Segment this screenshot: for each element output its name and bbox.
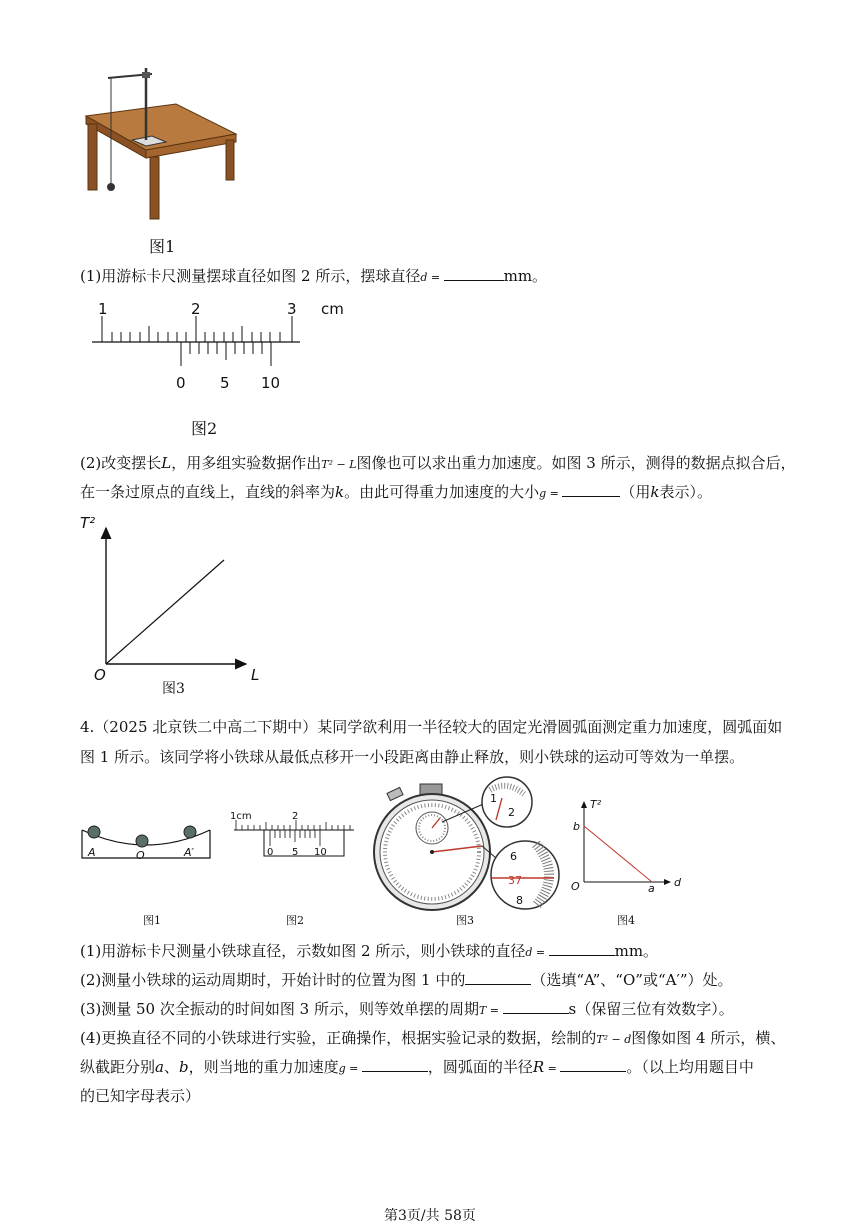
q1-text: (1)用游标卡尺测量摆球直径如图 2 所示，摆球直径d = mm。 (80, 267, 548, 285)
caliper-main-label-2: 2 (191, 300, 201, 318)
caliper-unit-label: cm (321, 300, 344, 318)
arc-label-a-prime: A′ (184, 846, 195, 859)
fig1-caption: 图1 (149, 237, 176, 256)
inset-top-label-1: 1 (490, 792, 497, 805)
caliper-main-label-1: 1 (98, 300, 108, 318)
q4-sub1: (1)用游标卡尺测量小铁球直径，示数如图 2 所示，则小铁球的直径d = mm。 (80, 942, 659, 960)
page-number: 第3页/共 58页 (384, 1208, 476, 1224)
q4-fig1-caption: 图1 (143, 914, 161, 927)
t2-l-fit-line (106, 560, 224, 664)
t2-l-graph (80, 514, 276, 689)
caliper-vernier-label-0: 0 (176, 374, 186, 392)
q4-sub4-line2: 纵截距分别a、b，则当地的重力加速度g = ，圆弧面的半径R = 。（以上均用题目中 (80, 1058, 754, 1076)
answer-blank-q4-period[interactable] (503, 999, 569, 1014)
graph4-y-label: T² (590, 798, 602, 811)
inset-bottom-label-6: 6 (510, 850, 517, 863)
t2-d-graph (568, 796, 688, 896)
q4-fig2-caption: 图2 (286, 914, 304, 927)
arc-label-a: A (88, 846, 96, 859)
graph4-y-intercept: b (573, 820, 580, 833)
arc-surface-figure (80, 818, 215, 868)
graph3-origin: O (94, 666, 106, 684)
q4-fig3-caption: 图3 (456, 914, 474, 927)
graph3-y-label: T² (80, 514, 96, 532)
caliper-vernier-label-10: 10 (261, 374, 281, 392)
q4-sub4-line1: (4)更换直径不同的小铁球进行实验，正确操作，根据实验记录的数据，绘制的T² − d图像如图 4 所示，横、 (80, 1029, 786, 1047)
stopwatch-figure (370, 780, 565, 915)
fig3-caption: 图3 (162, 681, 185, 697)
q4-caliper-vernier-0: 0 (267, 847, 274, 858)
q4-sub2: (2)测量小铁球的运动周期时，开始计时的位置为图 1 中的 （选填“A”、“O”或“A′”）处。 (80, 971, 733, 989)
vernier-caliper-figure (86, 298, 356, 398)
q4-header-line2: 图 1 所示。该同学将小铁球从最低点移开一小段距离由静止释放，则小铁球的运动可等效为一单摆。 (80, 748, 745, 766)
q4-caliper-vernier-5: 5 (292, 847, 299, 858)
inset-bottom-label-37: 37 (508, 874, 522, 887)
q4-caliper-main-1cm: 1cm (230, 811, 252, 822)
graph3-x-label: L (251, 666, 260, 684)
answer-blank-d[interactable] (444, 266, 504, 281)
caliper-vernier-label-5: 5 (220, 374, 230, 392)
inset-bottom-label-8: 8 (516, 894, 523, 907)
pendulum-table-figure (80, 62, 245, 224)
arc-label-o: O (136, 849, 145, 862)
answer-blank-q4-position[interactable] (465, 970, 531, 985)
answer-blank-g[interactable] (562, 482, 620, 497)
q2-line1: (2)改变摆长L，用多组实验数据作出T² − L图像也可以求出重力加速度。如图 3 所示，测得的数据点拟合后， (80, 454, 796, 472)
q4-fig4-caption: 图4 (617, 914, 635, 927)
graph4-x-label: d (674, 876, 681, 889)
q4-sub4-line3: 的已知字母表示） (80, 1087, 201, 1105)
q4-header-line1: 4.（2025 北京铁二中高二下期中）某同学欲利用一半径较大的固定光滑圆弧面测定重力加速度，圆弧面如 (80, 718, 783, 736)
answer-blank-q4-g[interactable] (362, 1057, 428, 1072)
graph4-x-intercept: a (648, 882, 655, 895)
answer-blank-q4-d[interactable] (549, 941, 615, 956)
q4-sub3: (3)测量 50 次全振动的时间如图 3 所示，则等效单摆的周期T = s（保留三位有效数字）。 (80, 1000, 734, 1018)
q2-line2: 在一条过原点的直线上，直线的斜率为k。由此可得重力加速度的大小g = （用k表示）。 (80, 483, 713, 501)
q4-caliper-main-2: 2 (292, 811, 299, 822)
answer-blank-q4-r[interactable] (560, 1057, 626, 1072)
t2-d-line (584, 826, 652, 882)
caliper-main-label-3: 3 (287, 300, 297, 318)
q4-caliper-figure (230, 808, 360, 878)
inset-top-label-2: 2 (508, 806, 515, 819)
graph4-origin: O (571, 880, 580, 893)
fig2-caption: 图2 (191, 419, 218, 438)
q4-caliper-vernier-10: 10 (314, 847, 327, 858)
